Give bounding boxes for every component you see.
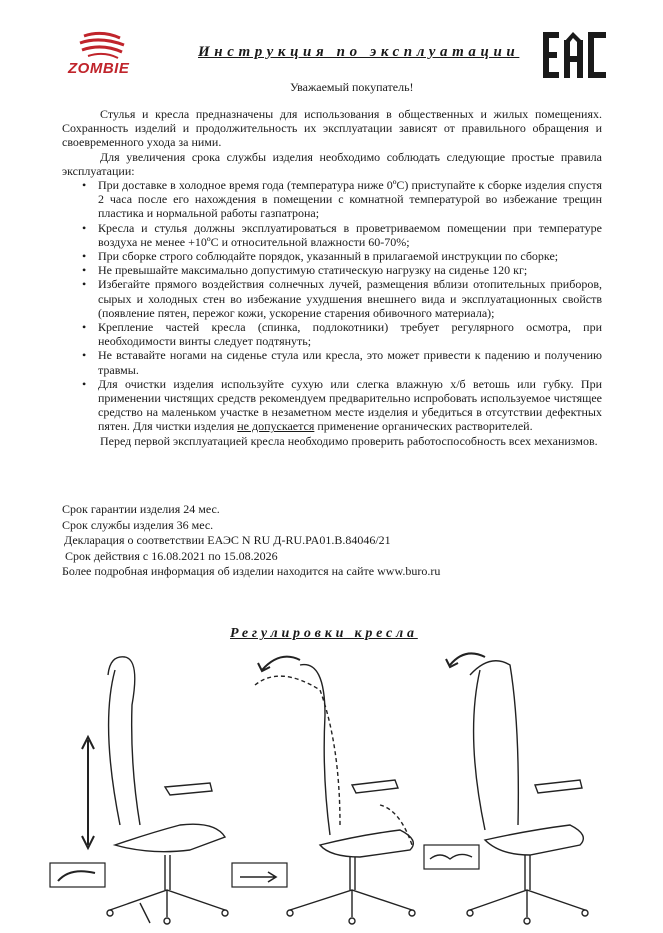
adjustments-title: Регулировки кресла bbox=[230, 626, 418, 641]
list-item: • При доставке в холодное время года (температура ниже 0ºС) приступайте к сборке изделия спустя 2 часа после его нахождения в помещении с комнатной температурой во избежание трещин пластика и нормальной работы газпатрона; bbox=[82, 178, 602, 221]
check-paragraph: Перед первой эксплуатацией кресла необходимо проверить работоспособность всех механизмов. bbox=[100, 433, 598, 448]
list-item: • При сборке строго соблюдайте порядок, указанный в прилагаемой инструкции по сборке; bbox=[82, 249, 559, 264]
zombie-claw-icon bbox=[62, 30, 144, 64]
logo-text: ZOMBIE bbox=[68, 60, 130, 77]
chair-tilt-drawing bbox=[424, 653, 588, 924]
intro-paragraph: Стулья и кресла предназначены для использования в общественных и жилых помещениях. Сохранность изделий и продолжительность их эксплуатации зависят от правильного обращения и своевременного ухода за ними. bbox=[62, 107, 602, 150]
chair-recline-drawing bbox=[232, 657, 415, 924]
declaration-line: Декларация о соответствии ЕАЭС N RU Д-RU.PA01.B.84046/21 bbox=[64, 533, 391, 548]
rules-list bbox=[62, 178, 602, 434]
warranty-line: Срок гарантии изделия 24 мес. bbox=[62, 502, 220, 516]
rules-intro: Для увеличения срока службы изделия необходимо соблюдать следующие простые правила эксплуатации: bbox=[62, 149, 602, 178]
list-item: • Не превышайте максимально допустимую статическую нагрузку на сиденье 120 кг; bbox=[82, 263, 528, 278]
footer-info bbox=[62, 502, 440, 580]
chair-height-drawing bbox=[50, 657, 228, 924]
instructions-body bbox=[62, 107, 602, 448]
list-item: • Кресла и стулья должны эксплуатироваться в проветриваемом помещении при температуре воздуха не менее +10ºС и относительной влажности 60-70%; bbox=[82, 220, 602, 249]
list-item: • Не вставайте ногами на сиденье стула или кресла, это может привести к падению и получению травмы. bbox=[82, 348, 602, 377]
eac-certification-icon bbox=[541, 30, 609, 80]
chair-adjustments-illustration bbox=[40, 645, 640, 930]
validity-line: Срок действия с 16.08.2021 по 15.08.2026 bbox=[65, 548, 278, 563]
emphasis-text: не допускается bbox=[237, 419, 315, 434]
more-info-line: Более подробная информация об изделии находится на сайте www.buro.ru bbox=[62, 564, 441, 579]
greeting: Уважаемый покупатель! bbox=[290, 80, 414, 94]
list-item: • Для очистки изделия используйте сухую или слегка влажную х/б ветошь или губку. При применении чистящих средств рекомендуем предварительно испробовать используемое чистящее средство на маленьком участке в незаметном месте изделия и убедиться в отсутствии дефектных пятен. Для чистки изделия не допускается применение органических растворителей. bbox=[82, 376, 602, 434]
page-title: Инструкция по эксплуатации bbox=[198, 44, 520, 60]
service-life-line: Срок службы изделия 36 мес. bbox=[62, 517, 214, 532]
list-item: • Избегайте прямого воздействия солнечных лучей, размещения вблизи отопительных приборов, сырых и холодных стен во избежание ухудшения внешнего вида и эксплуатационных свойств (появление пятен, пережог кожи, ускорение старения обивочного материала); bbox=[82, 277, 602, 320]
brand-logo bbox=[62, 30, 144, 86]
list-item: • Крепление частей кресла (спинка, подлокотники) требует регулярного осмотра, при необходимости винты следует подтянуть; bbox=[82, 320, 602, 349]
